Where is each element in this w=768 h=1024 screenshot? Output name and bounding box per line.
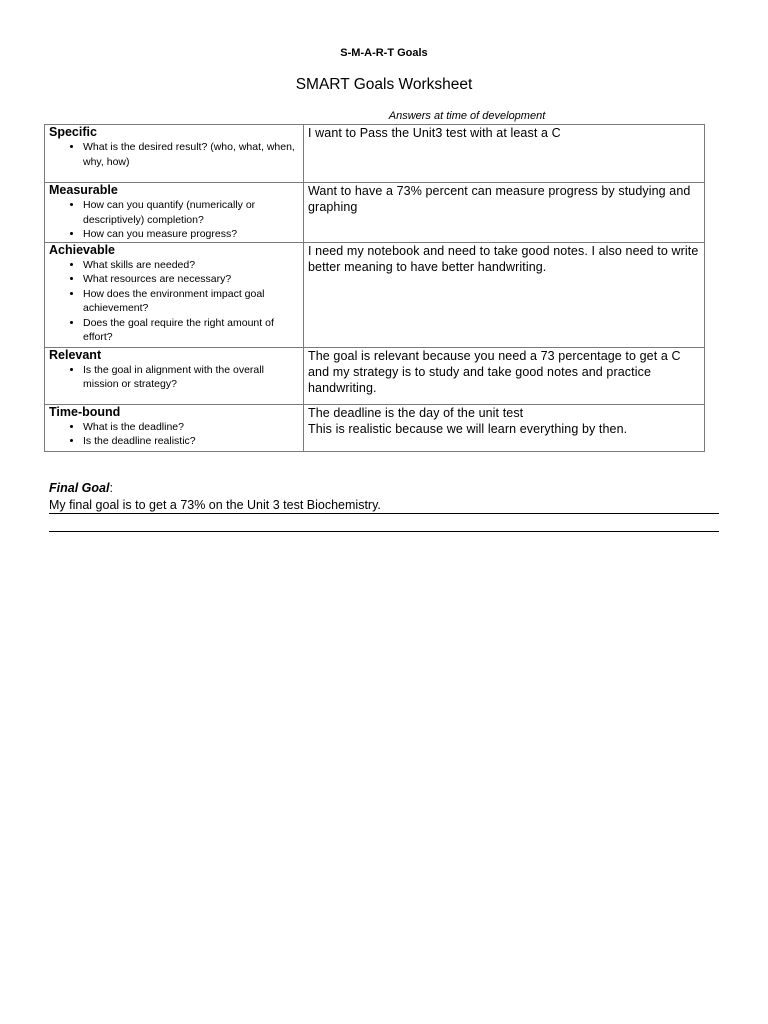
page-title: SMART Goals Worksheet [295, 76, 473, 93]
answer-cell-specific: I want to Pass the Unit3 test with at least a C [304, 125, 705, 183]
criterion-cell [45, 125, 304, 183]
answer-line: This is realistic because we will learn everything by then. [308, 421, 628, 436]
criterion-label-time-bound: Time-bound [49, 404, 121, 419]
criterion-cell [45, 242, 304, 347]
question-item: • Does the goal require the right amount of effort? [83, 316, 299, 345]
table-row-time-bound [45, 404, 705, 451]
question-item: • How does the environment impact goal achievement? [83, 287, 299, 316]
question-item: • Is the goal in alignment with the overall mission or strategy? [83, 363, 299, 392]
final-goal-colon: : [109, 481, 113, 495]
question-item: • What skills are needed? [83, 258, 299, 273]
final-goal-label [49, 481, 113, 495]
final-goal-text: My final goal is to get a 73% on the Unit 3 test Biochemistry. [49, 498, 381, 512]
criterion-label-specific: Specific [49, 125, 97, 139]
question-item: • How can you quantify (numerically or descriptively) completion? [83, 198, 299, 227]
smart-goals-table [44, 124, 705, 452]
criterion-label-achievable: Achievable [49, 242, 116, 257]
answer-cell-relevant: The goal is relevant because you need a 73 percentage to get a C and my strategy is to study and take good notes and practice handwriting. [304, 347, 705, 404]
table-row-relevant [45, 347, 705, 404]
criterion-questions [49, 363, 299, 392]
table-row-specific [45, 125, 705, 183]
answer-cell-time-bound [304, 404, 705, 451]
answer-cell-measurable: Want to have a 73% percent can measure progress by studying and graphing [304, 183, 705, 243]
answers-column-caption: Answers at time of development [388, 110, 546, 122]
criterion-cell [45, 404, 304, 451]
final-goal-label-text: Final Goal [49, 481, 110, 495]
criterion-cell [45, 183, 304, 243]
question-item: • What resources are necessary? [83, 272, 299, 287]
answer-line-rule [49, 513, 719, 514]
question-item: • What is the desired result? (who, what, when, why, how) [83, 140, 299, 169]
answer-cell-achievable: I need my notebook and need to take good notes. I also need to write better meaning to have better handwriting. [304, 242, 705, 347]
table-row-measurable [45, 183, 705, 243]
criterion-questions [49, 420, 299, 449]
answer-line-rule [49, 531, 719, 532]
criterion-questions [49, 258, 299, 345]
answer-line: The deadline is the day of the unit test [308, 405, 524, 420]
criterion-questions [49, 198, 299, 242]
question-item: • What is the deadline? [83, 420, 299, 435]
question-item: • How can you measure progress? [83, 227, 299, 242]
worksheet-header-small: S-M-A-R-T Goals [340, 47, 428, 59]
criterion-cell [45, 347, 304, 404]
question-item: • Is the deadline realistic? [83, 434, 299, 449]
criterion-label-relevant: Relevant [49, 347, 102, 362]
table-row-achievable [45, 242, 705, 347]
criterion-questions [49, 140, 299, 169]
criterion-label-measurable: Measurable [49, 183, 118, 197]
